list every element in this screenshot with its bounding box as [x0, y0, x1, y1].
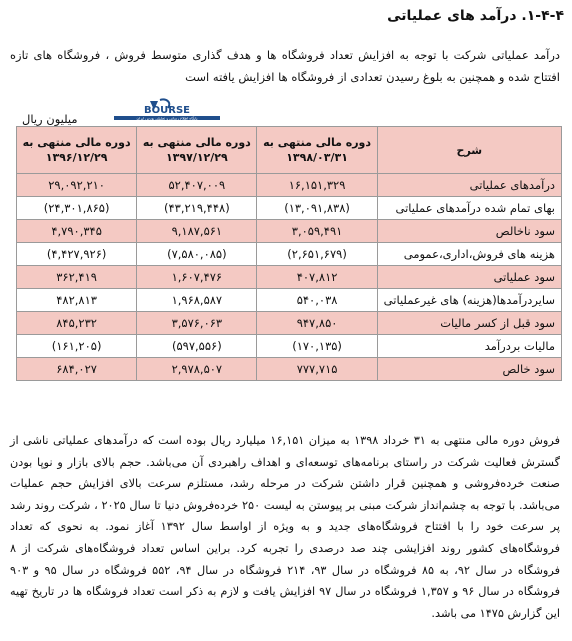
value-1396: ۲۹,۰۹۲,۲۱۰ — [17, 174, 137, 197]
section-heading: ۱-۴-۴. درآمد های عملیاتی — [387, 8, 564, 24]
body-paragraph — [10, 430, 560, 624]
table-row — [17, 243, 562, 266]
value-1397: ۲,۹۷۸,۵۰۷ — [137, 358, 257, 381]
value-1397: ۳,۵۷۶,۰۶۳ — [137, 312, 257, 335]
value-1396: ۴,۷۹۰,۳۴۵ — [17, 220, 137, 243]
value-1396: (۴,۴۲۷,۹۲۶) — [17, 243, 137, 266]
value-1396: ۶۸۴,۰۲۷ — [17, 358, 137, 381]
header-period-1396-date: ۱۳۹۶/۱۲/۲۹ — [45, 151, 108, 164]
value-1396: ۸۴۵,۲۳۲ — [17, 312, 137, 335]
value-1398: ۴۰۷,۸۱۲ — [257, 266, 377, 289]
header-period-1398-date: ۱۳۹۸/۰۳/۳۱ — [286, 151, 348, 164]
row-label: سود ناخالص — [377, 220, 561, 243]
table-header-row — [17, 127, 562, 174]
value-1398: ۳,۰۵۹,۴۹۱ — [257, 220, 377, 243]
row-label: هزینه های فروش،اداری،عمومی — [377, 243, 561, 266]
value-1396: ۳۶۲,۴۱۹ — [17, 266, 137, 289]
table-row — [17, 335, 562, 358]
value-1398: ۷۷۷,۷۱۵ — [257, 358, 377, 381]
value-1396: (۲۴,۳۰۱,۸۶۵) — [17, 197, 137, 220]
unit-label: میلیون ریال — [22, 112, 78, 126]
logo-wordmark: BOURSE — [144, 105, 190, 116]
body-text: فروش دوره مالی منتهی به ۳۱ خرداد ۱۳۹۸ به میزان ۱۶,۱۵۱ میلیارد ریال بوده است که درآمدهای عملیاتی ناشی از گسترش فعالیت شرکت در راستای برنامه‌های توسعه‌ای و اهداف راهبردی آن می‌باشد. حجم بالای بازار و نوپا بودن صنعت خرده‌فروشی و همچنین قرار داشتن شرکت در مرحله رشد، مستلزم سرعت بالای افزایش حجم عملیات می‌باشد. با توجه به چشم‌انداز شرکت مبنی بر پیوستن به لیست ۲۵۰ خرده‌فروش دنیا تا سال ۲۰۲۵ ، شرکت روند رشد پر سرعت خود را با افتتاح فروشگاه‌های جدید و به ویژه از اواسط سال ۱۳۹۲ آغاز نمود. به نحوی که تعداد فروشگاه‌های کشور روند افزایشی چند صد درصدی را تجربه کرد. براین اساس تعداد فروشگاه‌های شرکت از ۸ فروشگاه در سال ۹۲، به ۸۵ فروشگاه در سال ۹۳، ۲۱۴ فروشگاه در سال ۹۴، ۵۵۲ فروشگاه در سال ۹۵ و ۹۰۳ فروشگاه در سال ۹۶ و ۱,۳۵۷ فروشگاه در سال ۹۷ افزایش یافت و لازم به ذکر است تعداد فروشگاه ها در تاریخ تهیه این گزارش ۱۴۷۵ می باشد. — [10, 434, 561, 620]
header-period-1396 — [17, 127, 137, 174]
table-row — [17, 266, 562, 289]
bourse-logo-icon — [108, 98, 226, 122]
table-row — [17, 220, 562, 243]
header-period-1398-line1: دوره مالی منتهی به — [263, 136, 372, 149]
value-1398: (۱۷۰,۱۳۵) — [257, 335, 377, 358]
table-row — [17, 289, 562, 312]
table-row — [17, 358, 562, 381]
header-period-1397-line1: دوره مالی منتهی به — [142, 136, 251, 149]
value-1397: ۱,۹۶۸,۵۸۷ — [137, 289, 257, 312]
value-1398: ۱۶,۱۵۱,۳۲۹ — [257, 174, 377, 197]
intro-paragraph: درآمد عملیاتی شرکت با توجه به افزایش تعداد فروشگاه ها و هدف گذاری متوسط فروش ، فروشگاه های تازه افتتاح شده و همچنین به بلوغ رسیدن تعدادی از فروشگاه ها افزایش یافته است — [10, 48, 560, 84]
value-1397: (۵۹۷,۵۵۶) — [137, 335, 257, 358]
value-1398: ۹۴۷,۸۵۰ — [257, 312, 377, 335]
table-body — [17, 174, 562, 381]
header-period-1396-line1: دوره مالی منتهی به — [22, 136, 131, 149]
table-row — [17, 197, 562, 220]
table-row — [17, 174, 562, 197]
header-period-1397-date: ۱۳۹۷/۱۲/۲۹ — [165, 151, 228, 164]
value-1397: ۵۲,۴۰۷,۰۰۹ — [137, 174, 257, 197]
value-1397: ۱,۶۰۷,۴۷۶ — [137, 266, 257, 289]
row-label: سود عملیاتی — [377, 266, 561, 289]
value-1396: ۴۸۲,۸۱۳ — [17, 289, 137, 312]
row-label: درآمدهای عملیاتی — [377, 174, 561, 197]
value-1398: (۱۳,۰۹۱,۸۳۸) — [257, 197, 377, 220]
financial-table — [16, 126, 562, 381]
table-row — [17, 312, 562, 335]
value-1398: ۵۴۰,۰۳۸ — [257, 289, 377, 312]
row-label: مالیات بردرآمد — [377, 335, 561, 358]
value-1397: (۴۳,۲۱۹,۴۴۸) — [137, 197, 257, 220]
value-1398: (۲,۶۵۱,۶۷۹) — [257, 243, 377, 266]
header-description: شرح — [377, 127, 561, 174]
header-period-1398 — [257, 127, 377, 174]
row-label: بهای تمام شده درآمدهای عملیاتی — [377, 197, 561, 220]
logo-subtitle: پایگاه اطلاع رسانی و تحلیلی بورس ایران — [136, 116, 198, 121]
row-label: سایردرآمدها(هزینه) های غیرعملیاتی — [377, 289, 561, 312]
row-label: سود خالص — [377, 358, 561, 381]
value-1397: (۷,۵۸۰,۰۸۵) — [137, 243, 257, 266]
value-1396: (۱۶۱,۲۰۵) — [17, 335, 137, 358]
bourse-logo — [108, 98, 226, 122]
header-period-1397 — [137, 127, 257, 174]
row-label: سود قبل از کسر مالیات — [377, 312, 561, 335]
value-1397: ۹,۱۸۷,۵۶۱ — [137, 220, 257, 243]
